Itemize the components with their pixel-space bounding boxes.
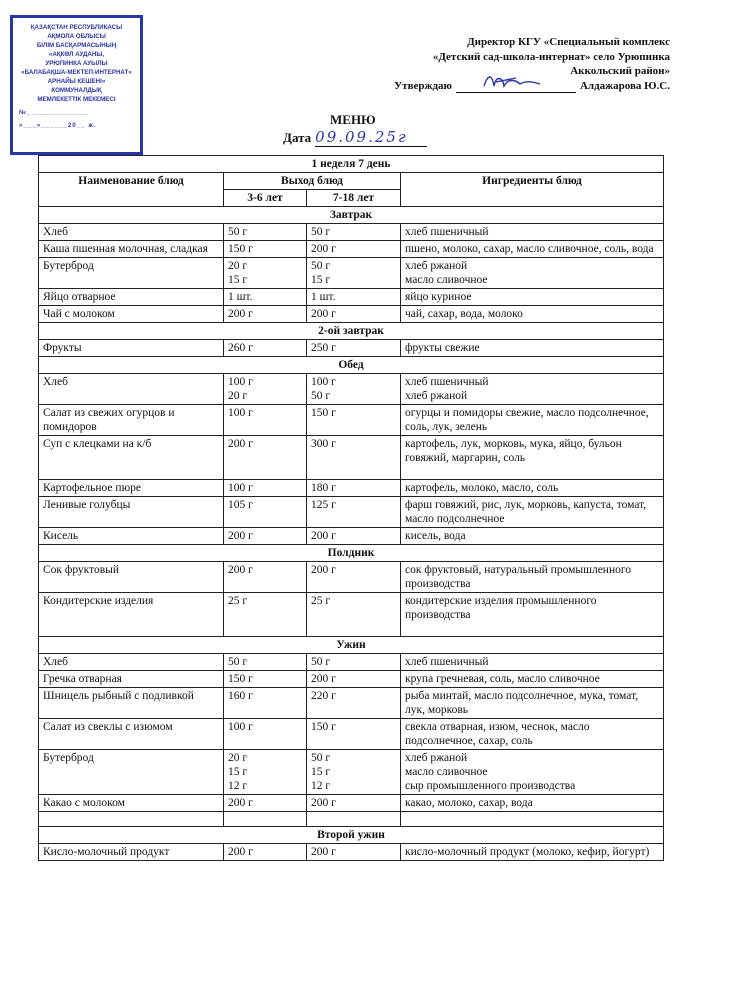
ingredients-cell	[401, 812, 664, 827]
table-row	[39, 671, 664, 688]
approval-line-2: «Детский сад-школа-интернат» село Урюпинка	[432, 50, 670, 63]
stamp-text	[13, 23, 140, 104]
ingredients-cell: сок фруктовый, натуральный промышленного производства	[401, 562, 664, 593]
meal-section-row	[39, 637, 664, 654]
ingredients-cell: хлеб пшеничный хлеб ржаной	[401, 374, 664, 405]
col-age-3-6: 3-6 лет	[224, 190, 307, 207]
menu-table	[38, 155, 664, 861]
stamp-line: УРЮПИНКА АУЫЛЫ	[45, 60, 108, 67]
ingredients-cell: крупа гречневая, соль, масло сливочное	[401, 671, 664, 688]
table-row	[39, 750, 664, 795]
stamp-line: АҚМОЛА ОБЛЫСЫ	[47, 33, 106, 40]
portion-7-18-cell: 200 г	[307, 844, 401, 861]
stamp-line: АРНАЙЫ КЕШЕНІ»	[47, 78, 106, 85]
dish-name-cell: Сок фруктовый	[39, 562, 224, 593]
table-row	[39, 812, 664, 827]
dish-name-cell: Кисель	[39, 528, 224, 545]
table-row	[39, 654, 664, 671]
portion-3-6-cell: 150 г	[224, 241, 307, 258]
meal-section-title: Ужин	[39, 637, 664, 654]
page-title: МЕНЮ	[330, 112, 376, 127]
portion-3-6-cell: 105 г	[224, 497, 307, 528]
ingredients-cell: яйцо куриное	[401, 289, 664, 306]
portion-3-6-cell: 20 г 15 г 12 г	[224, 750, 307, 795]
stamp-line: «АҚКӨЛ АУДАНЫ,	[48, 51, 105, 58]
col-dish-name: Наименование блюд	[39, 173, 224, 207]
portion-3-6-cell: 200 г	[224, 844, 307, 861]
ingredients-cell: свекла отварная, изюм, чеснок, масло подсолнечное, сахар, соль	[401, 719, 664, 750]
ingredients-cell: картофель, молоко, масло, соль	[401, 480, 664, 497]
meal-section-title: Завтрак	[39, 207, 664, 224]
table-row	[39, 405, 664, 436]
col-ingredients: Ингредиенты блюд	[401, 173, 664, 207]
portion-7-18-cell: 150 г	[307, 719, 401, 750]
portion-7-18-cell: 50 г	[307, 224, 401, 241]
stamp-line: МЕМЛЕКЕТТІК МЕКЕМЕСІ	[37, 96, 116, 103]
meal-section-row	[39, 207, 664, 224]
meal-section-title: 2-ой завтрак	[39, 323, 664, 340]
portion-3-6-cell: 100 г	[224, 719, 307, 750]
table-row	[39, 374, 664, 405]
portion-7-18-cell: 200 г	[307, 528, 401, 545]
portion-7-18-cell: 200 г	[307, 562, 401, 593]
table-row	[39, 258, 664, 289]
meal-section-row	[39, 827, 664, 844]
meal-section-row	[39, 545, 664, 562]
portion-7-18-cell: 180 г	[307, 480, 401, 497]
portion-3-6-cell: 100 г	[224, 405, 307, 436]
stamp-line: КОММУНАЛДЫҚ	[51, 87, 102, 94]
dish-name-cell: Шницель рыбный с подливкой	[39, 688, 224, 719]
table-row	[39, 593, 664, 637]
stamp-number-blank: №______________	[19, 109, 90, 116]
official-stamp	[10, 15, 143, 155]
dish-name-cell: Гречка отварная	[39, 671, 224, 688]
dish-name-cell: Хлеб	[39, 654, 224, 671]
table-row	[39, 436, 664, 480]
dish-name-cell: Суп с клецками на к/б	[39, 436, 224, 480]
meal-section-row	[39, 323, 664, 340]
dish-name-cell: Хлеб	[39, 374, 224, 405]
table-row	[39, 844, 664, 861]
ingredients-cell: хлеб ржаной масло сливочное сыр промышленного производства	[401, 750, 664, 795]
table-row	[39, 719, 664, 750]
dish-name-cell: Какао с молоком	[39, 795, 224, 812]
meal-section-title: Второй ужин	[39, 827, 664, 844]
portion-3-6-cell: 200 г	[224, 795, 307, 812]
stamp-line: ҚАЗАҚСТАН РЕСПУБЛИКАСЫ	[30, 24, 123, 31]
portion-3-6-cell	[224, 812, 307, 827]
date-row	[283, 128, 427, 147]
table-row	[39, 306, 664, 323]
portion-3-6-cell: 200 г	[224, 436, 307, 480]
portion-7-18-cell: 200 г	[307, 671, 401, 688]
approver-name: Алдажарова Ю.С.	[579, 79, 670, 92]
approval-line-1: Директор КГУ «Специальный комплекс	[467, 36, 670, 48]
stamp-line: БІЛІМ БАСҚАРМАСЫНЫҢ	[36, 42, 117, 49]
table-row	[39, 241, 664, 258]
ingredients-cell: фрукты свежие	[401, 340, 664, 357]
portion-7-18-cell: 100 г 50 г	[307, 374, 401, 405]
table-row	[39, 480, 664, 497]
dish-name-cell: Фрукты	[39, 340, 224, 357]
ingredients-cell: огурцы и помидоры свежие, масло подсолнечное, соль, лук, зелень	[401, 405, 664, 436]
table-row	[39, 497, 664, 528]
dish-name-cell: Кисло-молочный продукт	[39, 844, 224, 861]
table-row	[39, 289, 664, 306]
portion-7-18-cell: 200 г	[307, 795, 401, 812]
portion-3-6-cell: 20 г 15 г	[224, 258, 307, 289]
portion-7-18-cell: 250 г	[307, 340, 401, 357]
col-output: Выход блюд	[224, 173, 401, 190]
portion-3-6-cell: 50 г	[224, 654, 307, 671]
ingredients-cell: рыба минтай, масло подсолнечное, мука, томат, лук, морковь	[401, 688, 664, 719]
portion-7-18-cell: 200 г	[307, 306, 401, 323]
stamp-date-blank: «___»______20__ ж.	[19, 122, 97, 129]
dish-name-cell: Яйцо отварное	[39, 289, 224, 306]
signature	[456, 80, 576, 93]
ingredients-cell: кондитерские изделия промышленного производства	[401, 593, 664, 637]
date-label: Дата	[283, 130, 312, 145]
table-row	[39, 224, 664, 241]
table-row	[39, 795, 664, 812]
dish-name-cell: Бутерброд	[39, 258, 224, 289]
meal-section-title: Обед	[39, 357, 664, 374]
table-row	[39, 562, 664, 593]
dish-name-cell: Каша пшенная молочная, сладкая	[39, 241, 224, 258]
meal-section-title: Полдник	[39, 545, 664, 562]
portion-3-6-cell: 160 г	[224, 688, 307, 719]
ingredients-cell: кисель, вода	[401, 528, 664, 545]
dish-name-cell	[39, 812, 224, 827]
ingredients-cell: хлеб пшеничный	[401, 224, 664, 241]
portion-3-6-cell: 200 г	[224, 306, 307, 323]
portion-7-18-cell: 125 г	[307, 497, 401, 528]
ingredients-cell: кисло-молочный продукт (молоко, кефир, йогурт)	[401, 844, 664, 861]
portion-7-18-cell: 1 шт.	[307, 289, 401, 306]
ingredients-cell: какао, молоко, сахар, вода	[401, 795, 664, 812]
dish-name-cell: Кондитерские изделия	[39, 593, 224, 637]
portion-7-18-cell: 300 г	[307, 436, 401, 480]
dish-name-cell: Салат из свежих огурцов и помидоров	[39, 405, 224, 436]
approval-block	[394, 35, 670, 93]
portion-7-18-cell	[307, 812, 401, 827]
dish-name-cell: Ленивые голубцы	[39, 497, 224, 528]
col-age-7-18: 7-18 лет	[307, 190, 401, 207]
ingredients-cell: фарш говяжий, рис, лук, морковь, капуста, томат, масло подсолнечное	[401, 497, 664, 528]
stamp-line: «БАЛАБАҚША-МЕКТЕП-ИНТЕРНАТ»	[21, 69, 132, 76]
table-row	[39, 340, 664, 357]
portion-3-6-cell: 260 г	[224, 340, 307, 357]
table-row	[39, 688, 664, 719]
menu-body	[39, 207, 664, 861]
portion-7-18-cell: 25 г	[307, 593, 401, 637]
portion-7-18-cell: 220 г	[307, 688, 401, 719]
ingredients-cell: чай, сахар, вода, молоко	[401, 306, 664, 323]
dish-name-cell: Картофельное пюре	[39, 480, 224, 497]
portion-3-6-cell: 200 г	[224, 528, 307, 545]
dish-name-cell: Салат из свеклы с изюмом	[39, 719, 224, 750]
table-row	[39, 528, 664, 545]
date-value: 09.09.25г	[315, 128, 427, 147]
dish-name-cell: Чай с молоком	[39, 306, 224, 323]
portion-7-18-cell: 150 г	[307, 405, 401, 436]
dish-name-cell: Бутерброд	[39, 750, 224, 795]
approval-line-3: Аккольский район»	[570, 65, 670, 77]
portion-7-18-cell: 50 г 15 г 12 г	[307, 750, 401, 795]
portion-3-6-cell: 25 г	[224, 593, 307, 637]
portion-7-18-cell: 200 г	[307, 241, 401, 258]
portion-3-6-cell: 100 г	[224, 480, 307, 497]
ingredients-cell: пшено, молоко, сахар, масло сливочное, соль, вода	[401, 241, 664, 258]
approve-label: Утверждаю	[394, 79, 452, 92]
portion-7-18-cell: 50 г 15 г	[307, 258, 401, 289]
ingredients-cell: хлеб ржаной масло сливочное	[401, 258, 664, 289]
ingredients-cell: картофель, лук, морковь, мука, яйцо, бульон говяжий, маргарин, соль	[401, 436, 664, 480]
portion-3-6-cell: 1 шт.	[224, 289, 307, 306]
ingredients-cell: хлеб пшеничный	[401, 654, 664, 671]
week-header: 1 неделя 7 день	[39, 156, 664, 173]
portion-3-6-cell: 200 г	[224, 562, 307, 593]
portion-7-18-cell: 50 г	[307, 654, 401, 671]
dish-name-cell: Хлеб	[39, 224, 224, 241]
meal-section-row	[39, 357, 664, 374]
portion-3-6-cell: 100 г 20 г	[224, 374, 307, 405]
portion-3-6-cell: 150 г	[224, 671, 307, 688]
portion-3-6-cell: 50 г	[224, 224, 307, 241]
